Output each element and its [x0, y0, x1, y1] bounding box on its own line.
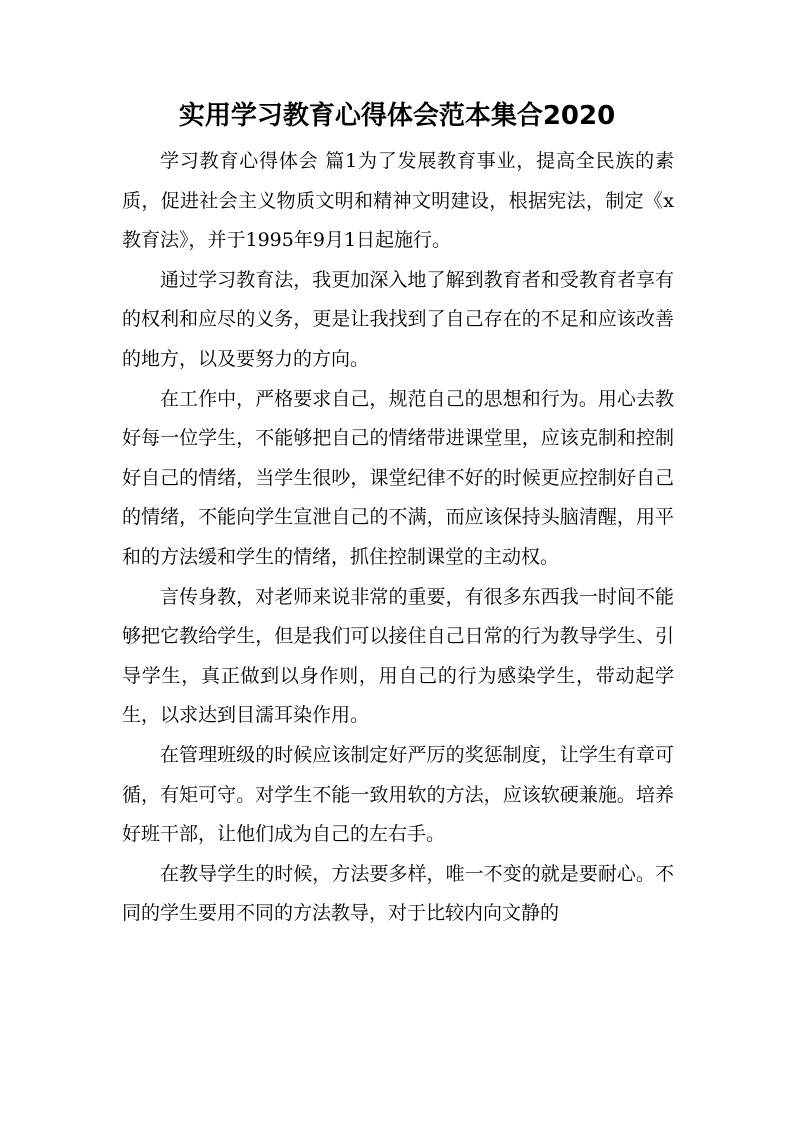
document-body — [122, 142, 674, 934]
paragraph-2: 通过学习教育法，我更加深入地了解到教育者和受教育者享有的权利和应尽的义务，更是让我找到了自己存在的不足和应该改善的地方，以及要努力的方向。 — [122, 268, 674, 370]
paragraph-4: 言传身教，对老师来说非常的重要，有很多东西我一时间不能够把它教给学生，但是我们可以接住自己日常的行为教导学生、引导学生，真正做到以身作则，用自己的行为感染学生，带动起学生，以求达到目濡耳染作用。 — [122, 585, 674, 727]
paragraph-6: 在教导学生的时候，方法要多样，唯一不变的就是要耐心。不同的学生要用不同的方法教导，对于比较内向文静的 — [122, 862, 674, 925]
paragraph-1: 学习教育心得体会 篇1为了发展教育事业，提高全民族的素质，促进社会主义物质文明和精神文明建设，根据宪法，制定《x教育法》，并于1995年9月1日起施行。 — [122, 150, 674, 252]
paragraph-3: 在工作中，严格要求自己，规范自己的思想和行为。用心去教好每一位学生，不能够把自己的情绪带进课堂里，应该克制和控制好自己的情绪，当学生很吵，课堂纪律不好的时候更应控制好自己的情绪，不能向学生宣泄自己的不满，而应该保持头脑清醒，用平和的方法缓和学生的情绪，抓住控制课堂的主动权。 — [122, 387, 674, 568]
paragraph-5: 在管理班级的时候应该制定好严厉的奖惩制度，让学生有章可循，有矩可守。对学生不能一致用软的方法，应该软硬兼施。培养好班干部，让他们成为自己的左右手。 — [122, 743, 674, 846]
document-title: 实用学习教育心得体会范本集合2020 — [178, 101, 616, 131]
